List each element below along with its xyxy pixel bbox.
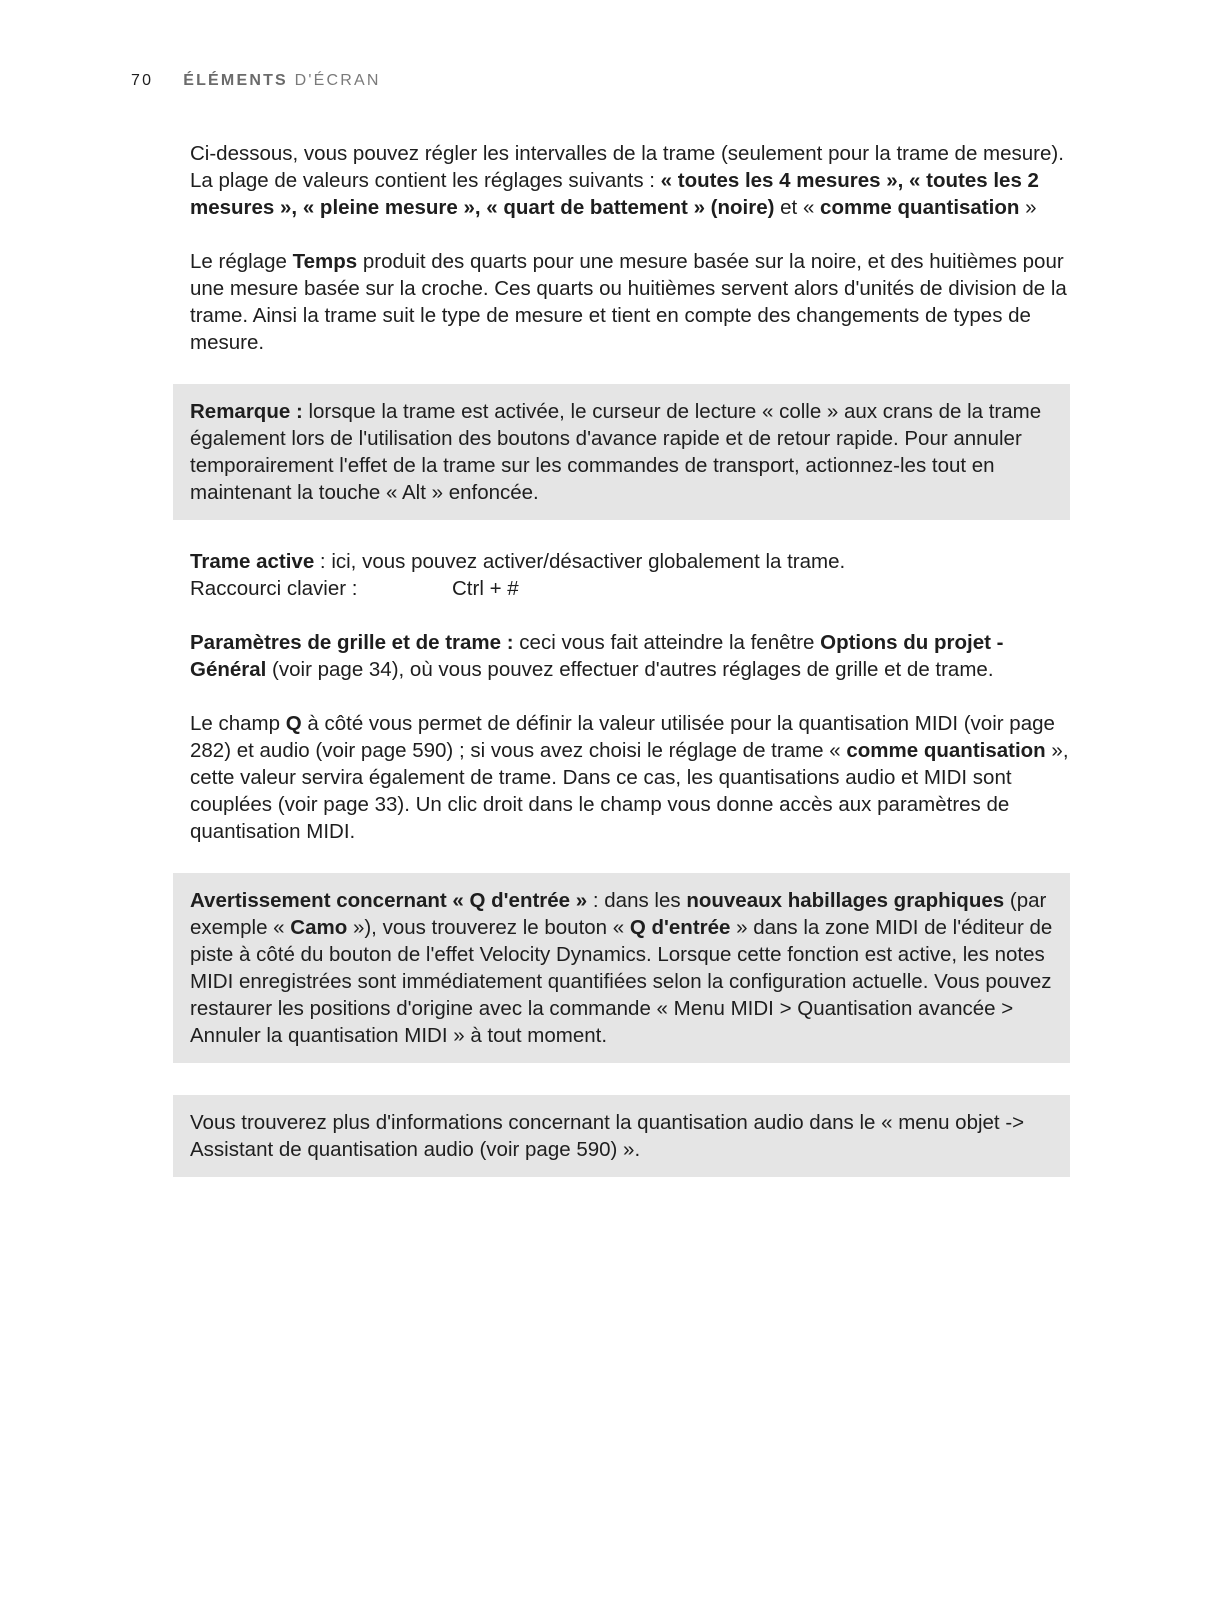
shortcut-value: Ctrl + # [452, 577, 519, 600]
section-title-rest: D'ÉCRAN [287, 72, 381, 89]
text: »), vous trouverez le bouton « [347, 916, 630, 939]
paragraph-trame-active [190, 548, 1070, 602]
text: ceci vous fait atteindre la fenêtre [513, 631, 821, 654]
text: : ici, vous pouvez activer/désactiver globalement la trame. [314, 550, 846, 573]
section-title: ÉLÉMENTS [183, 72, 288, 89]
paragraph-grid-parameters [190, 629, 1070, 683]
text: » dans la zone MIDI de l'éditeur de piste à côté du bouton de l'effet Velocity Dynamics. Lorsque cette fonction est active, les notes MIDI enregistrées sont immédiatement quantifiées selon la configuration actuelle. Vous pouvez restaurer les positions d'origine avec la commande « Menu MIDI > Quantisation avancée > Annuler la quantisation MIDI » à tout moment. [190, 916, 1053, 1047]
bold-text: Avertissement concernant « Q d'entrée » [190, 889, 588, 912]
bold-text: « toutes les 4 mesures », « toutes les 2 mesures », « pleine mesure », « quart de battement » (noire) [190, 169, 1039, 219]
text: Le réglage [190, 250, 293, 273]
note-box-warning [173, 873, 1070, 1063]
page-header [131, 72, 381, 90]
bold-text: Temps [292, 250, 358, 273]
text: Ci-dessous, vous pouvez régler les intervalles de la trame (seulement pour la trame de mesure). La plage de valeurs contient les réglages suivants : [190, 142, 1064, 192]
text: (par exemple « [190, 889, 1047, 939]
text: Vous trouverez plus d'informations concernant la quantisation audio dans le « menu objet -> Assistant de quantisation audio (voir page 590) ». [190, 1111, 1025, 1161]
text: » [1019, 196, 1037, 219]
page-content [190, 140, 1070, 1177]
bold-text: Camo [290, 916, 348, 939]
text: produit des quarts pour une mesure basée sur la noire, et des huitièmes pour une mesure basée sur la croche. Ces quarts ou huitièmes servent alors d'unités de division de la trame. Ainsi la trame suit le type de mesure et tient en compte des changements de types de mesure. [190, 250, 1067, 354]
bold-text: Paramètres de grille et de trame : [190, 631, 514, 654]
note-box-remark [173, 384, 1070, 520]
text: : dans les [587, 889, 687, 912]
bold-text: Q [285, 712, 302, 735]
note-box-audio-quantisation [173, 1095, 1070, 1177]
text: lorsque la trame est activée, le curseur de lecture « colle » aux crans de la trame également lors de l'utilisation des boutons d'avance rapide et de retour rapide. Pour annuler temporairement l'effet de la trame sur les commandes de transport, actionnez-les tout en maintenant la touche « Alt » enfoncée. [190, 400, 1042, 504]
bold-text: Q d'entrée [629, 916, 731, 939]
page-number: 70 [131, 72, 154, 89]
bold-text: comme quantisation [820, 196, 1020, 219]
bold-text: Remarque : [190, 400, 303, 423]
text: à côté vous permet de définir la valeur utilisée pour la quantisation MIDI (voir page 282) et audio (voir page 590) ; si vous avez choisi le réglage de trame « [190, 712, 1055, 762]
shortcut-label: Raccourci clavier : [190, 577, 358, 600]
bold-text: comme quantisation [846, 739, 1046, 762]
text: Le champ [190, 712, 286, 735]
bold-text: Trame active [190, 550, 315, 573]
paragraph-q-field [190, 710, 1070, 845]
text: et « [774, 196, 821, 219]
bold-text: Options du projet - Général [190, 631, 1004, 681]
bold-text: nouveaux habillages graphiques [686, 889, 1005, 912]
paragraph-temps-setting [190, 248, 1070, 356]
text: », cette valeur servira également de trame. Dans ce cas, les quantisations audio et MIDI sont couplées (voir page 33). Un clic droit dans le champ vous donne accès aux paramètres de quantisation MIDI. [190, 739, 1069, 843]
paragraph-grid-intervals [190, 140, 1070, 221]
text: (voir page 34), où vous pouvez effectuer d'autres réglages de grille et de trame. [266, 658, 994, 681]
